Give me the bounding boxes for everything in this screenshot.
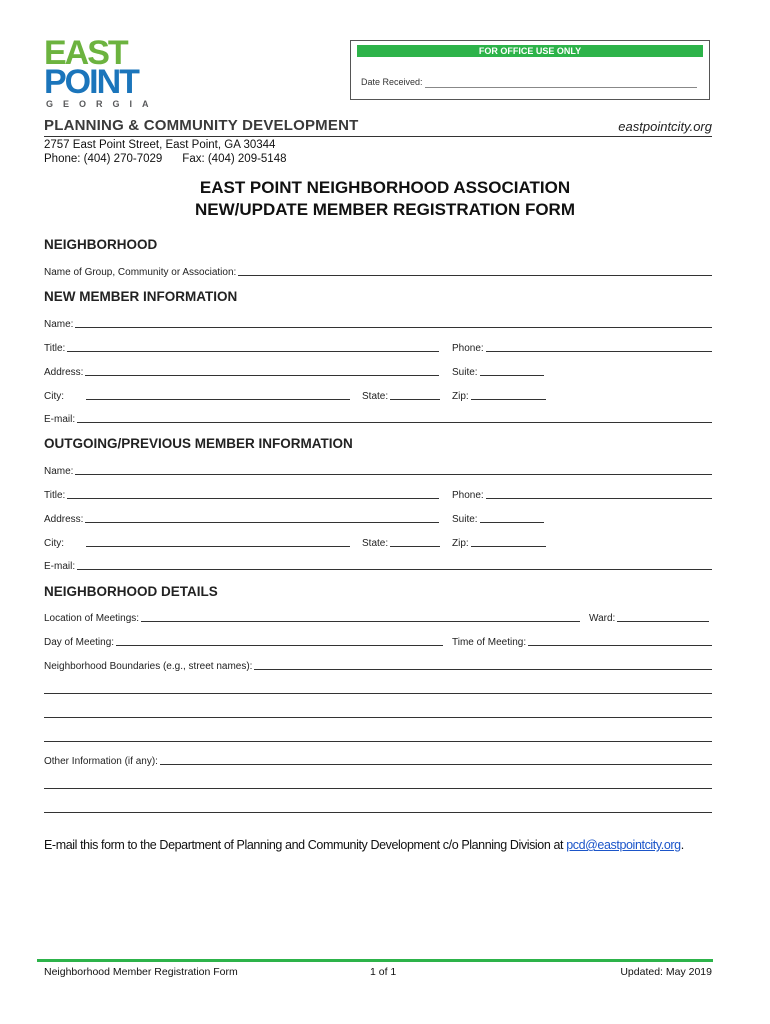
meeting-location-field[interactable]	[44, 610, 580, 624]
section-new-member: NEW MEMBER INFORMATION	[44, 289, 238, 304]
old-email-label: E-mail:	[44, 561, 76, 572]
new-state-field[interactable]	[362, 388, 440, 402]
date-received-label: Date Received:	[361, 77, 423, 87]
old-suite-field[interactable]	[452, 511, 544, 525]
old-title-label: Title:	[44, 490, 66, 501]
other-info-line-3[interactable]	[44, 812, 712, 813]
other-info-label: Other Information (if any):	[44, 756, 158, 767]
email-instruction	[44, 838, 684, 852]
section-neighborhood: NEIGHBORHOOD	[44, 237, 158, 252]
meeting-day-label: Day of Meeting:	[44, 637, 115, 648]
new-title-label: Title:	[44, 343, 66, 354]
department-contact	[44, 138, 287, 166]
department-address: 2757 East Point Street, East Point, GA 30344	[44, 139, 276, 151]
header-divider	[44, 136, 712, 137]
logo-point-text: POINT	[44, 63, 138, 101]
boundaries-label: Neighborhood Boundaries (e.g., street names):	[44, 661, 253, 672]
ward-field[interactable]	[589, 610, 709, 624]
office-use-heading: FOR OFFICE USE ONLY	[357, 45, 703, 57]
meeting-time-label: Time of Meeting:	[452, 637, 527, 648]
old-phone-label: Phone:	[452, 490, 484, 501]
old-city-field[interactable]	[44, 535, 350, 549]
new-email-field[interactable]	[44, 411, 712, 425]
new-address-label: Address:	[44, 367, 84, 378]
section-neighborhood-details: NEIGHBORHOOD DETAILS	[44, 584, 218, 599]
meeting-day-field[interactable]	[44, 634, 443, 648]
east-point-logo	[44, 34, 159, 110]
department-fax: Fax: (404) 209-5148	[182, 153, 287, 165]
old-state-field[interactable]	[362, 535, 440, 549]
boundaries-field[interactable]	[44, 658, 712, 672]
new-suite-field[interactable]	[452, 364, 544, 378]
boundaries-line-2[interactable]	[44, 693, 712, 694]
footer-page-number: 1 of 1	[370, 966, 397, 978]
new-zip-label: Zip:	[452, 391, 469, 402]
new-city-label: City:	[44, 391, 64, 402]
group-name-label: Name of Group, Community or Association:	[44, 267, 237, 278]
boundaries-line-4[interactable]	[44, 741, 712, 742]
meeting-location-label: Location of Meetings:	[44, 613, 140, 624]
form-title-line1: EAST POINT NEIGHBORHOOD ASSOCIATION	[199, 178, 571, 197]
new-phone-label: Phone:	[452, 343, 484, 354]
footer-updated-date: Updated: May 2019	[620, 966, 712, 978]
logo-georgia-text: GEORGIA	[46, 99, 159, 109]
footer-divider	[37, 959, 713, 962]
old-zip-field[interactable]	[452, 535, 546, 549]
new-name-label: Name:	[44, 319, 74, 330]
pcd-email-link[interactable]: pcd@eastpointcity.org	[566, 838, 681, 852]
new-name-field[interactable]	[44, 316, 712, 330]
new-phone-field[interactable]	[452, 340, 712, 354]
ward-label: Ward:	[589, 613, 616, 624]
email-instruction-text: E-mail this form to the Department of Planning and Community Development c/o Planning Division at	[44, 838, 567, 852]
new-state-label: State:	[362, 391, 389, 402]
new-suite-label: Suite:	[452, 367, 478, 378]
new-title-field[interactable]	[44, 340, 439, 354]
old-state-label: State:	[362, 538, 389, 549]
old-title-field[interactable]	[44, 487, 439, 501]
old-address-label: Address:	[44, 514, 84, 525]
section-outgoing-member: OUTGOING/PREVIOUS MEMBER INFORMATION	[44, 436, 353, 451]
group-name-field[interactable]	[44, 264, 712, 278]
old-name-field[interactable]	[44, 463, 712, 477]
new-address-field[interactable]	[44, 364, 439, 378]
department-phone: Phone: (404) 270-7029	[44, 153, 163, 165]
form-title-line2: NEW/UPDATE MEMBER REGISTRATION FORM	[195, 200, 575, 219]
boundaries-line-3[interactable]	[44, 717, 712, 718]
old-address-field[interactable]	[44, 511, 439, 525]
other-info-line-2[interactable]	[44, 788, 712, 789]
date-received-field[interactable]	[425, 87, 697, 88]
office-use-box	[350, 40, 710, 100]
email-instruction-end: .	[680, 838, 684, 852]
old-zip-label: Zip:	[452, 538, 469, 549]
new-zip-field[interactable]	[452, 388, 546, 402]
old-city-label: City:	[44, 538, 64, 549]
new-city-field[interactable]	[44, 388, 350, 402]
old-suite-label: Suite:	[452, 514, 478, 525]
department-website: eastpointcity.org	[618, 119, 712, 134]
meeting-time-field[interactable]	[452, 634, 712, 648]
footer-form-name: Neighborhood Member Registration Form	[44, 966, 238, 978]
other-info-field[interactable]	[44, 753, 712, 767]
old-email-field[interactable]	[44, 558, 712, 572]
department-title: PLANNING & COMMUNITY DEVELOPMENT	[44, 117, 359, 134]
new-email-label: E-mail:	[44, 414, 76, 425]
old-phone-field[interactable]	[452, 487, 712, 501]
logo-east-text: EAST	[44, 34, 127, 72]
old-name-label: Name:	[44, 466, 74, 477]
